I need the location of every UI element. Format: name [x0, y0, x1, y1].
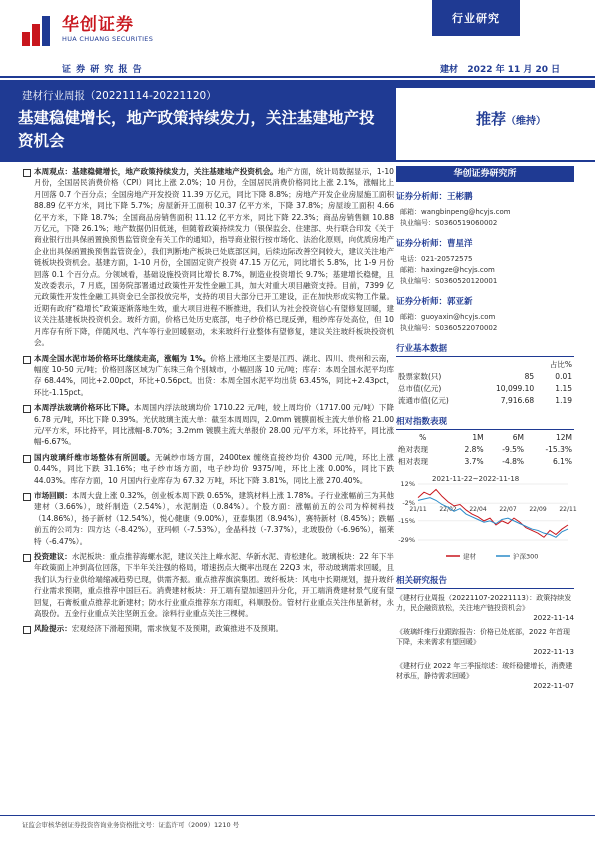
footer-text: 证监会审核华创证券投资咨询业务资格批文号：证监许可（2009）1210 号 [22, 821, 240, 829]
bullet-text: 水泥板块：重点推荐海螺水泥，建议关注上峰水泥、华新水泥、青松建化。玻璃板块：22 年下半年政策面上冲到高位回落，下半年关注强的格局，增速拐点大概率出现在 22Q3 末，带动玻璃需求回暖，且我们认为行业供给端缩减趋势已现，供需齐振。重点推荐旗滨集团。玻纤板块：风电中长期规划，提升玻纤行业需求预期，重点推荐中国巨石。消费建材板块：开工端有望加速回升分化，开工端消费建材景气度有望回复，石膏板重点推荐北新建材；防水行业重点推荐东方雨虹，科顺股份。管材行业重点关注伟星新材，永高股份。五金行业重点关注坚朗五金。涂料行业重点关注三棵树。 [34, 552, 394, 619]
stats-value: 7,916.68 [500, 396, 535, 405]
stats-value: 85 [524, 372, 535, 381]
table-row [396, 444, 574, 456]
logo-bars-icon [22, 12, 56, 46]
perf-header: 6M [512, 433, 525, 442]
perf-label: 相对表现 [398, 457, 428, 466]
bullet-viewpoint [22, 166, 394, 349]
table-row [396, 359, 574, 371]
analyst-title: 证券分析师：郭亚新 [396, 297, 473, 307]
bullet-fiberglass [22, 452, 394, 486]
analyst-email: 邮箱：haxingze@hcyjs.com [400, 266, 495, 274]
perf-value: -4.8% [502, 457, 525, 466]
stats-col-header: 占比% [549, 360, 572, 369]
perf-header: 1M [472, 433, 484, 442]
y-tick-label: -2% [402, 499, 415, 508]
stats-value: 10,099.10 [496, 384, 535, 393]
perf-value: 2.8% [464, 445, 484, 454]
table-row [396, 432, 574, 444]
footer-divider [0, 815, 595, 816]
analyst-cert: 执业编号：S0360522070002 [400, 324, 498, 332]
table-row [396, 395, 574, 407]
stats-label: 股票家数(只) [398, 372, 442, 381]
related-report-date: 2022-11-13 [533, 648, 574, 656]
stats-label: 流通市值(亿元) [398, 396, 449, 405]
y-tick-label: 12% [400, 480, 415, 488]
performance-chart [396, 472, 577, 566]
title-banner [0, 80, 595, 162]
bullet-lead: 本周全国水泥市场价格环比继续走高，涨幅为 1%。 [34, 353, 211, 363]
report-subtitle: 建材行业周报（20221114-20221120） [22, 90, 217, 102]
logo-name-cn: 华创证券 [62, 14, 134, 35]
rating-note: （维持） [506, 116, 547, 127]
bullet-risk [22, 623, 394, 634]
analyst-title: 证券分析师：曹星洋 [396, 239, 473, 249]
analyst-email: 邮箱：guoyaxin@hcyjs.com [400, 313, 496, 321]
performance-table [396, 432, 574, 468]
legend-label: 沪深300 [513, 552, 539, 561]
bullet-text: 地产方面，统计局数据显示，1-10 月份，全国居民消费价格（CPI）同比上涨 2.0%；10 月份，全国居民消费价格同比上涨 2.1%，涨幅比上月回落 0.7 个百分点；全国房地产开发投资 11.39 万亿元，同比下降 8.8%；房地产开发企业房屋施工面积 88.89 亿平方米，同比下降 5.7%；房屋新开工面积 10.37 亿平方米，下降 37.8%；房屋竣工面积 4.66 亿平方米，下降 18.7%；全国商品房销售面积 11.12 亿平方米，同比下降 22.3%；商品房销售额 10.88 万亿元，下降 26.1%；地产数据仍旧低迷，但随着政策持续发力（银保监会、住建部、央行联合印发《关于商业银行出具保函置换预售监管资金有关工作的通知》，指导商业银行按市场化、法治化原则，向优质房地产企业出具保函置换预售监管资金），我们判断地产板块已处底部区间，后续边际改善空间较大，建议关注地产链板块投资机会。基建方面，1-10 月份，全国固定资产投资 47.15 万亿元，同比增长 5.8%，比 1-9 月份回落 0.1 个百分点。分领域看，基础设施投资同比增长 8.7%，制造业投资增长 9.7%；基建增长稳健，且发改委表示，7 月底，国务院部署通过政策性开发性金融工具，加大对重大项目融资支持。目前，7399 亿元政策性开发性金融工具资金已全部投放完毕，支持的项目大部分已开工建设，正在加快形成实物工作量。近期有政府“稳增长”政策逐渐落地生效，重大项目进程不断推进，我们认为社会投资信心有望修复回暖，建议关注基建板块投资机会。玻纤方面，价格已处历史底部，电子纱价格已现反弹，粗纱库存处高位，但 10 月库存有所下降，伴随风电、汽车等行业回暖驱动，未来玻纤行业整体有望修复，建议关注玻纤板块投资机会。 [34, 167, 394, 348]
analyst-1 [396, 190, 574, 229]
analyst-phone: 电话：021-20572575 [400, 255, 473, 263]
perf-label: 绝对表现 [398, 445, 428, 454]
industry-stats-table [396, 359, 574, 407]
bullet-text: 本周国内浮法玻璃均价 1710.22 元/吨，较上周均价（1717.00 元/吨）下降 6.78 元/吨，环比下降 0.39%。光伏玻璃主流大单：截至本周周四，2.0mm 镀膜面板主流大单价格 21.00 元/平方米，环比持平，同比涨幅-8.70%；3.2mm 镀膜主流大单报价 28.00 元/平方米，环比持平，同比涨幅-6.67%。 [34, 403, 394, 447]
table-row [396, 383, 574, 395]
legend-label: 建材 [463, 552, 476, 561]
institute-name: 华创证券研究所 [396, 166, 574, 182]
bullet-text: 价格上涨地区主要是江西、湖北、四川、贵州和云南，幅度 10-50 元/吨；价格回落区域为广东珠三角个别城市，小幅回落 10 元/吨；库存：本周全国水泥平均库存 68.44%，同比+2.00pct，环比+0.56pct。出货：本周全国水泥平均出货 63.45%，同比+2.43pct，环比-1.15pct。 [34, 353, 394, 397]
perf-value: -15.3% [545, 445, 572, 454]
related-reports-title: 相关研究报告 [396, 574, 574, 589]
stats-pct: 1.15 [555, 384, 572, 393]
analyst-title: 证券分析师：王彬鹏 [396, 192, 473, 202]
analyst-3 [396, 295, 574, 334]
chart-title: 2021-11-22~2022-11-18 [432, 475, 520, 483]
bullet-lead: 市场回顾： [34, 490, 72, 500]
x-tick-label: 22/11 [559, 506, 577, 514]
perf-header: % [419, 433, 427, 442]
table-row [396, 371, 574, 383]
x-tick-label: 22/04 [469, 506, 487, 514]
stats-pct: 0.01 [555, 372, 572, 381]
logo-name-en: HUA CHUANG SECURITIES [62, 34, 154, 43]
bullet-text: 宏观经济下滑超预期，需求恢复不及预期，政策推进不及预期。 [71, 624, 284, 634]
bullet-market-review [22, 490, 394, 547]
analyst-cert: 执业编号：S0360519060002 [400, 219, 498, 227]
bullet-lead: 投资建议： [34, 552, 72, 561]
x-tick-label: 22/09 [529, 506, 547, 514]
related-report-date: 2022-11-14 [533, 614, 574, 622]
series-line [418, 498, 568, 538]
related-report-item[interactable]: 《建材行业周报（20221107-20221113）：政策持续发力，民企融资放松，关注地产链投资机会》 [396, 594, 572, 612]
bullet-text: 本周大盘上涨 0.32%，创业板本周下跌 0.65%，建筑材料上涨 1.78%。子行业涨幅前三为其他建材（3.66%），玻纤制造（2.54%），水泥制造（0.84%）。个股方面：涨幅前五的公司为梓树科技（14.86%），扬子新材（12.54%），悦心健康（9.00%），亚泰集团（8.94%），赛特新材（8.45%）；跌幅前五的公司为：四方达（-8.42%），亚玛顿（-7.53%），金晶科技（-7.37%），北玻股份（-6.96%），福莱特（-6.47%）。 [34, 490, 394, 546]
analyst-2 [396, 237, 574, 287]
bullet-text: 无碱纱市场方面，2400tex 缠绕直接纱均价 4300 元/吨，环比上涨 0.44%，同比下跌 31.16%；电子纱市场方面，电子纱均价 9375/吨，环比上涨 0.00%，同比下跌 44.03%。库存方面，10 月国内行业库存为 67.32 万吨，环比下降 3.81%，同比上涨 270.40%。 [34, 452, 394, 485]
report-title: 基建稳健增长，地产政策持续发力，关注基建地产投资机会 [18, 109, 375, 150]
bullet-cement [22, 353, 394, 399]
sidebar [396, 166, 577, 694]
stats-pct: 1.19 [555, 396, 572, 405]
bullet-investment [22, 551, 394, 619]
rating [476, 108, 546, 129]
perf-value: -9.5% [502, 445, 525, 454]
company-logo [22, 12, 153, 46]
perf-header: 12M [555, 433, 572, 442]
analyst-email: 邮箱：wangbinpeng@hcyjs.com [400, 208, 511, 216]
perf-value: 6.1% [552, 457, 572, 466]
x-tick-label: 21/11 [409, 506, 427, 514]
table-row [396, 456, 574, 468]
performance-title: 相对指数表现 [396, 415, 574, 430]
perf-value: 3.7% [464, 457, 484, 466]
bullet-lead: 国内玻璃纤维市场整体有所回暖。 [34, 452, 155, 462]
x-tick-label: 22/02 [439, 506, 457, 514]
analyst-cert: 执业编号：S0360520120001 [400, 277, 498, 285]
industry-label: 建材 [440, 65, 459, 75]
header-meta [440, 62, 560, 75]
rating-box [396, 88, 595, 160]
x-tick-label: 22/07 [499, 506, 517, 514]
y-tick-label: -15% [398, 516, 415, 525]
related-report-item[interactable]: 《建材行业 2022 年三季报综述：玻纤稳健增长，消费建材承压，静待需求回暖》 [396, 662, 573, 680]
header-divider [0, 76, 595, 78]
report-date: 2022 年 11 月 20 日 [467, 65, 561, 75]
series-line [418, 489, 568, 537]
industry-stats-title: 行业基本数据 [396, 342, 574, 357]
bullet-lead: 本周浮法玻璃价格环比下降。 [34, 403, 135, 413]
related-report-date: 2022-11-07 [533, 682, 574, 690]
industry-research-tag: 行业研究 [432, 0, 520, 36]
y-tick-label: -29% [398, 536, 415, 544]
rating-value: 推荐 [476, 110, 507, 128]
stats-label: 总市值(亿元) [398, 384, 442, 393]
performance-chart-svg [396, 472, 577, 564]
bullet-lead: 风险提示： [34, 624, 72, 634]
report-type-label: 证 券 研 究 报 告 [62, 65, 143, 75]
bullet-lead: 本周观点：基建稳健增长，地产政策持续发力，关注基建地产投资机会。 [34, 167, 278, 176]
bullet-glass [22, 402, 394, 448]
related-report-item[interactable]: 《玻璃纤维行业跟踪报告：价格已处底部，2022 年首现下降，未来需求有望回暖》 [396, 628, 571, 646]
main-content [22, 166, 394, 639]
